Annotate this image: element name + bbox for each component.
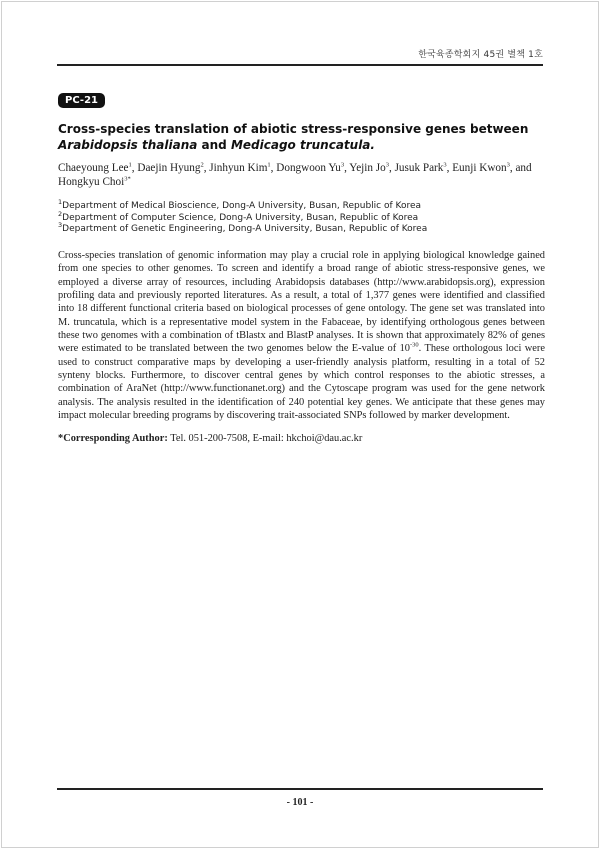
affiliation-item <box>58 209 548 225</box>
title-line-1: Cross-species translation of abiotic stress-responsive genes between <box>58 122 529 136</box>
corresponding-author <box>58 433 362 444</box>
author-affiliation-mark: 1 <box>267 161 271 169</box>
author-name: Yejin Jo <box>349 162 386 174</box>
corresponding-label: *Corresponding Author: <box>58 433 168 444</box>
author-affiliation-mark: 3* <box>124 175 131 183</box>
title-species-1: Arabidopsis thaliana <box>58 138 198 152</box>
author-affiliation-mark: 3 <box>506 161 510 169</box>
affiliation-text: Department of Computer Science, Dong-A University, Busan, Republic of Korea <box>62 212 419 223</box>
author-affiliation-mark: 3 <box>385 161 389 169</box>
author-name: Eunji Kwon <box>452 162 507 174</box>
author-affiliation-mark: 1 <box>128 161 132 169</box>
author-separator: , <box>203 162 210 174</box>
author-separator: , <box>446 162 453 174</box>
author-name: Jusuk Park <box>394 162 444 174</box>
author-name: Hongkyu Choi <box>58 176 125 188</box>
author-affiliation-mark: 2 <box>200 161 204 169</box>
author-name: Daejin Hyung <box>137 162 201 174</box>
footer-rule <box>57 788 543 790</box>
page-number: - 101 - <box>286 797 314 808</box>
affiliation-number: 1 <box>58 198 63 206</box>
corresponding-contact: Tel. 051-200-7508, E-mail: hkchoi@dau.ac.kr <box>167 433 363 444</box>
title-species-2: Medicago truncatula. <box>230 138 375 152</box>
paper-title <box>58 121 548 153</box>
abstract-exponent: -30 <box>410 341 419 349</box>
author-name: Jinhyun Kim <box>209 162 268 174</box>
author-name: Chaeyoung Lee <box>58 162 129 174</box>
author-affiliation-mark: 3 <box>443 161 447 169</box>
header-rule <box>57 64 543 66</box>
author-affiliation-mark: 3 <box>340 161 345 169</box>
title-conjunction: and <box>197 138 231 152</box>
affiliation-number: 3 <box>58 221 63 229</box>
abstract-text-part-1: Cross-species translation of genomic information may play a crucial role in applying biological knowledge gained from one species to other genomes. To screen and identify a broad range of abiotic stress-responsive genes, we employed a diverse array of resources, including Arabidopsis databases (http://www.arabidopsis.org), expression profiling data and previously reported literatures. As a result, a total of 1,377 genes were identified and classified into 18 different functional criteria based on biological processes of gene ontology. The gene set was translated into M. truncatula, which is a representative model system in the Fabaceae, by identifying orthologous genes between these two genomes with a combination of tBlastx and BlastP analyses. It is shown that approximately 82% of genes were estimated to be translated between the two genomes below the E-value of 10 <box>58 250 545 355</box>
author-separator: , <box>131 162 138 174</box>
author-separator: , <box>388 162 395 174</box>
author-list <box>58 161 545 189</box>
affiliation-text: Department of Medical Bioscience, Dong-A University, Busan, Republic of Korea <box>62 201 422 211</box>
running-head: 한국육종학회지 45권 별책 1호 <box>418 50 543 60</box>
abstract-body <box>58 249 545 422</box>
affiliation-number: 2 <box>58 209 63 218</box>
author-separator: , <box>270 162 277 174</box>
affiliation-text: Department of Genetic Engineering, Dong-A University, Busan, Republic of Korea <box>62 224 428 234</box>
affiliation-list <box>58 198 548 236</box>
abstract-text-part-2: . These orthologous loci were used to construct comparative maps by developing a user-friendly analysis platform, resulting in a total of 52 synteny blocks. Furthermore, to discover central genes by which control responses to the abiotic stresses, a combination of AraNet (http://www.functionanet.org) and the Cytoscape program was used for the gene network analysis. The analysis resulted in the identification of 240 potential key genes. We anticipate that these genes may impact molecular breeding programs by discovering trait-associated SNPs followed by marker development. <box>58 343 545 422</box>
author-name: Dongwoon Yu <box>276 162 341 174</box>
author-separator: , and <box>509 162 532 174</box>
abstract-code-badge: PC-21 <box>58 93 105 108</box>
affiliation-item <box>58 221 548 236</box>
affiliation-item <box>58 198 548 213</box>
author-separator: , <box>344 162 350 174</box>
